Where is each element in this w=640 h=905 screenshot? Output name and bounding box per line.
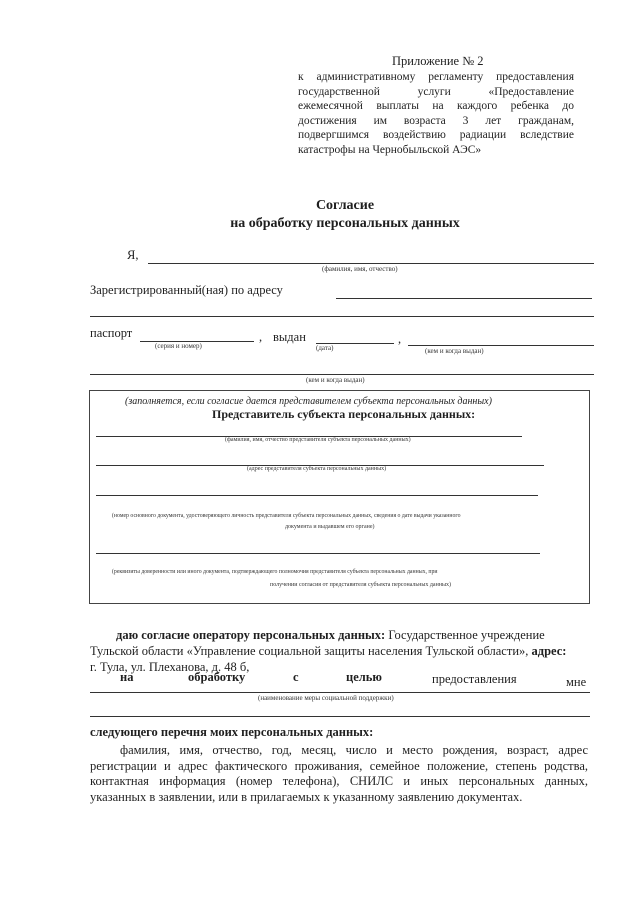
comma: ,: [259, 330, 263, 344]
consent-operator: Государственное учреждение: [385, 628, 545, 642]
appendix-line: катастрофы на Чернобыльской АЭС»: [298, 143, 482, 156]
fio-caption: (фамилия, имя, отчество): [322, 265, 398, 273]
rep-proxy-line[interactable]: [96, 553, 540, 554]
who-when-caption: (кем и когда выдан): [425, 347, 484, 355]
word-tselyu: целью: [346, 670, 382, 684]
appendix-text: [298, 70, 574, 158]
who-when-caption-2: (кем и когда выдан): [306, 376, 365, 384]
appendix-line: к административному регламенту предоставления: [298, 71, 574, 83]
rep-address-caption: (адрес представителя субъекта персональных данных): [247, 466, 387, 472]
consent-operator-name: Тульской области «Управление социальной защиты населения Тульской области»,: [90, 644, 529, 658]
consent-address: г. Тула, ул. Плеханова, д. 48 б,: [90, 660, 250, 674]
address-line-2[interactable]: [90, 316, 594, 317]
list-title: следующего перечня моих персональных данных:: [90, 725, 374, 739]
representative-title: Представитель субъекта персональных данных:: [212, 407, 476, 421]
doc-title: Согласие: [315, 198, 375, 213]
rep-fio-caption: (фамилия, имя, отчество представителя субъекта персональных данных): [225, 437, 411, 443]
list-line: фамилия, имя, отчество, год, месяц, число и место рождения, возраст, адрес: [120, 743, 588, 757]
consent-address-label: адрес:: [528, 644, 567, 658]
rep-doc-line[interactable]: [96, 495, 538, 496]
registered-label: Зарегистрированный(ная) по адресу: [90, 283, 283, 297]
appendix-line: ежемесячной выплаты на каждого ребенка до: [298, 100, 574, 113]
comma: ,: [398, 332, 402, 346]
rep-proxy-caption: (реквизиты доверенности или иного документа, подтверждающего полномочия представителя субъекта персональных данных, при: [112, 569, 438, 575]
fio-line[interactable]: [148, 263, 594, 264]
list-text: [90, 743, 588, 805]
word-obrabotku: обработку: [188, 670, 246, 684]
word-na: на: [120, 670, 134, 684]
rep-proxy-caption-2: получении согласия от представителя субъекта персональных данных): [270, 582, 452, 588]
appendix-line: подвергшимся воздействию радиации вследствие: [298, 129, 574, 142]
i-label: Я,: [127, 248, 139, 262]
measure-caption: (наименование меры социальной поддержки): [258, 694, 394, 702]
word-predostavleniya: предоставления: [432, 672, 517, 686]
word-mne: мне: [566, 675, 587, 689]
rep-doc-caption-2: документа и выдавшем его органе): [285, 524, 375, 530]
measure-line-2[interactable]: [90, 716, 590, 717]
passport-label: паспорт: [90, 326, 133, 340]
appendix-line: государственной услуги «Предоставление: [298, 85, 574, 98]
appendix-title: Приложение № 2: [392, 54, 484, 68]
list-line: регистрации и адрес фактического проживания, семейное положение, степень родства,: [90, 758, 588, 773]
representative-note: (заполняется, если согласие дается представителем субъекта персональных данных): [125, 396, 492, 407]
issued-by-line-2[interactable]: [90, 374, 594, 375]
doc-subtitle: на обработку персональных данных: [230, 216, 460, 231]
consent-paragraph-line2: [90, 644, 566, 659]
measure-line[interactable]: [90, 692, 590, 693]
consent-paragraph: [116, 628, 588, 643]
issued-by-line[interactable]: [408, 345, 594, 346]
list-line: указанных в заявлении, или в прилагаемых к указанному заявлению документах.: [90, 789, 523, 804]
list-line: контактная информация (номер телефона), СНИЛС и иных персональных данных,: [90, 774, 588, 788]
date-caption: (дата): [316, 344, 334, 352]
issued-label: выдан: [273, 330, 306, 344]
consent-bold: даю согласие оператору персональных данных:: [116, 628, 386, 642]
address-line-1[interactable]: [336, 298, 592, 299]
series-caption: (серия и номер): [155, 342, 202, 350]
word-s: с: [293, 670, 299, 684]
representative-box: [89, 390, 590, 604]
rep-doc-caption: (номер основного документа, удостоверяющего личность представителя субъекта персональных данных, сведения о дате выдачи указанного: [112, 513, 461, 519]
appendix-line: достижения им возраста 3 лет гражданам,: [298, 114, 574, 127]
